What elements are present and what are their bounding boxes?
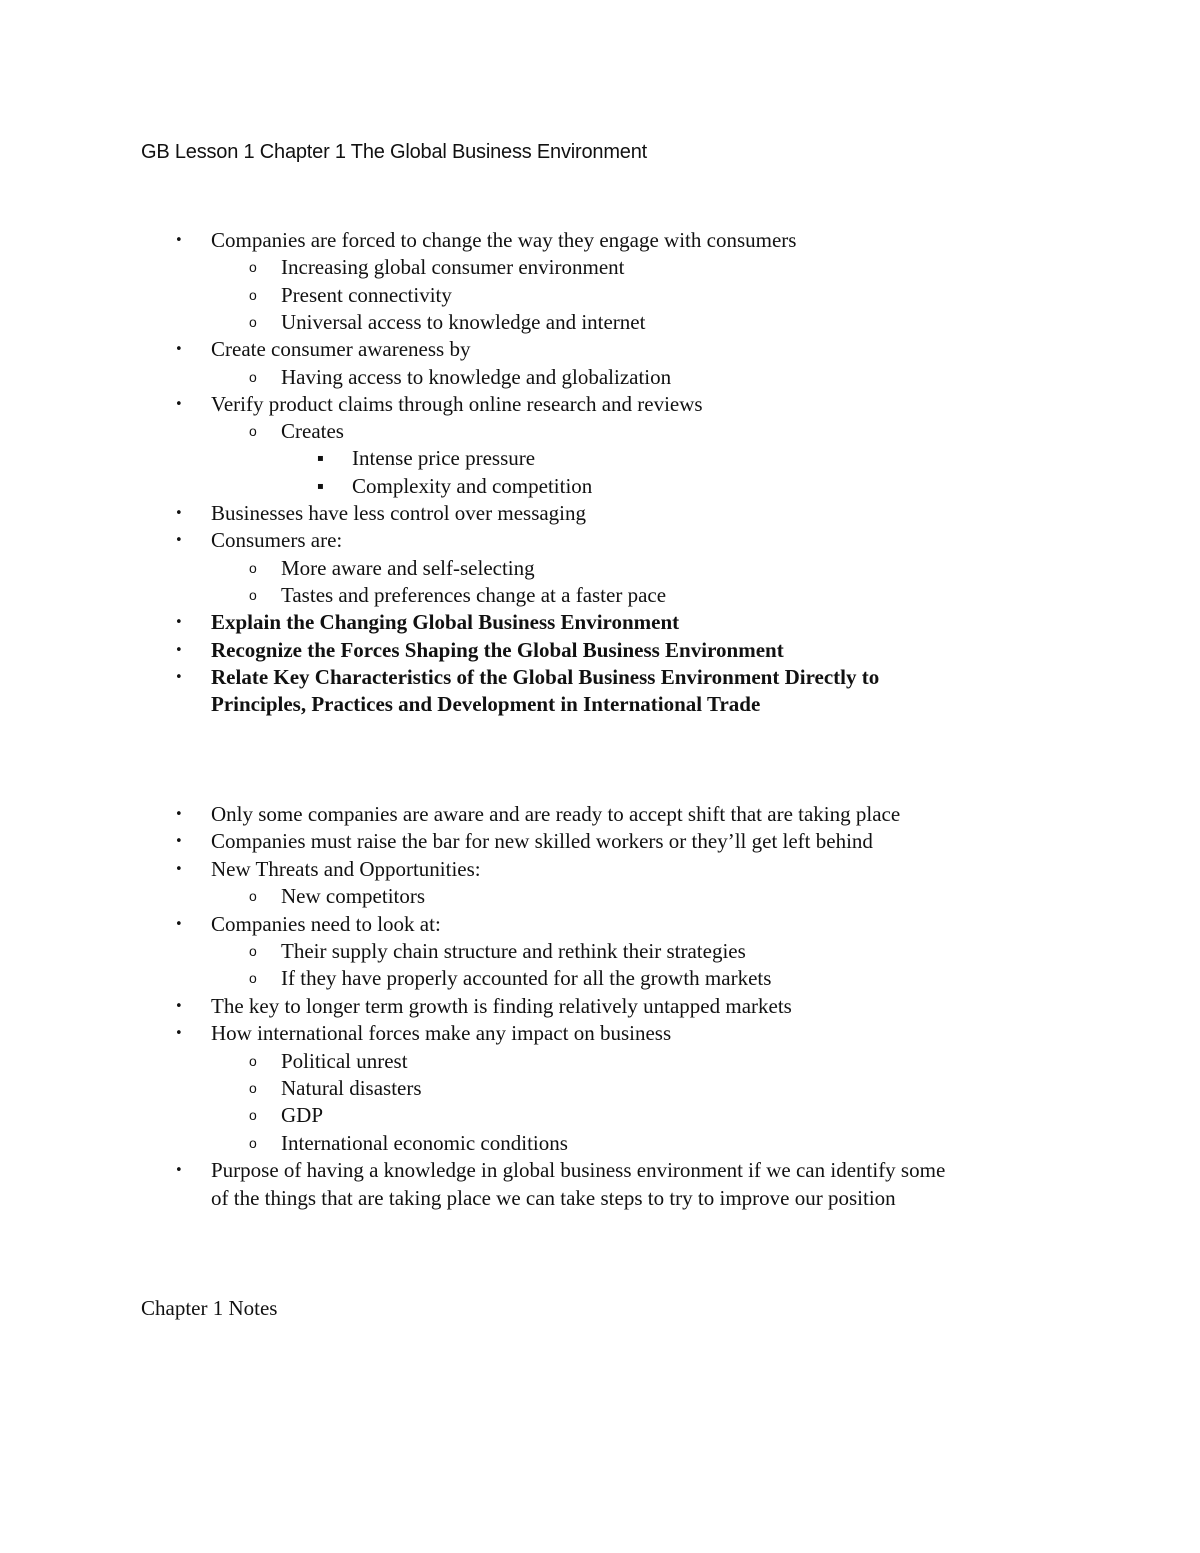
list-item: Universal access to knowledge and internet <box>281 309 646 334</box>
list-item: If they have properly accounted for all the growth markets <box>281 966 772 991</box>
list-item: Companies must raise the bar for new skilled workers or they’ll get left behind <box>211 829 873 854</box>
bullet-marker-level-1: • <box>175 642 183 658</box>
objective-list-item: Recognize the Forces Shaping the Global Business Environment <box>211 637 784 662</box>
bullet-marker-level-1: • <box>175 615 183 631</box>
bullet-marker-level-1: • <box>175 342 183 358</box>
list-item: Only some companies are aware and are ready to accept shift that are taking place <box>211 802 901 826</box>
bullet-marker-level-1: • <box>175 834 183 850</box>
bullet-marker-level-1: • <box>175 533 183 549</box>
bullet-marker-level-2: o <box>249 1107 257 1124</box>
list-item: Natural disasters <box>281 1076 422 1100</box>
list-item: of the things that are taking place we can take steps to try to improve our position <box>211 1185 896 1210</box>
bullet-marker-level-2: o <box>249 1080 257 1096</box>
bullet-marker-level-2: o <box>249 286 257 303</box>
list-item: Tastes and preferences change at a faster pace <box>281 582 667 607</box>
bullet-marker-level-2: o <box>249 586 257 603</box>
bullet-marker-level-2: o <box>249 559 257 576</box>
bullet-marker-level-2: o <box>249 423 257 440</box>
bullet-marker-level-1: • <box>175 396 183 412</box>
list-item: Create consumer awareness by <box>211 337 471 362</box>
bullet-marker-level-3: ▪ <box>317 480 324 492</box>
bullet-marker-level-2: o <box>249 970 257 987</box>
list-item: International economic conditions <box>281 1130 568 1155</box>
list-item: Complexity and competition <box>352 473 593 498</box>
list-item: Companies need to look at: <box>211 911 441 936</box>
bullet-marker-level-2: o <box>249 259 257 276</box>
list-item: Creates <box>281 419 344 444</box>
chapter-notes-label: Chapter 1 Notes <box>141 1296 278 1320</box>
list-item: Verify product claims through online research and reviews <box>211 391 703 416</box>
list-item: Intense price pressure <box>352 446 536 471</box>
bullet-marker-level-1: • <box>175 1163 183 1179</box>
list-item: Consumers are: <box>211 528 343 553</box>
list-item: Political unrest <box>281 1048 408 1073</box>
list-item: More aware and self-selecting <box>281 555 535 580</box>
bullet-marker-level-1: • <box>175 506 183 521</box>
list-item: Businesses have less control over messaging <box>211 501 587 525</box>
list-item: The key to longer term growth is finding relatively untapped markets <box>211 993 792 1018</box>
list-item: GDP <box>281 1103 324 1128</box>
list-item: How international forces make any impact on business <box>211 1021 672 1046</box>
bullet-marker-level-1: • <box>175 807 183 822</box>
list-item: Their supply chain structure and rethink their strategies <box>281 939 746 963</box>
list-item: Purpose of having a knowledge in global business environment if we can identify some <box>211 1158 946 1183</box>
document-title: GB Lesson 1 Chapter 1 The Global Business Environment <box>141 141 647 163</box>
list-item: Companies are forced to change the way they engage with consumers <box>211 228 797 252</box>
list-item: Present connectivity <box>281 282 452 307</box>
bullet-marker-level-1: • <box>175 916 183 932</box>
bullet-marker-level-1: • <box>175 1026 183 1042</box>
bullet-marker-level-1: • <box>175 861 183 877</box>
objective-list-item: Principles, Practices and Development in International Trade <box>211 692 761 717</box>
bullet-marker-level-1: • <box>175 669 183 685</box>
objective-list-item: Relate Key Characteristics of the Global Business Environment Directly to <box>211 664 880 689</box>
list-item: Having access to knowledge and globalization <box>281 364 672 389</box>
bullet-marker-level-3: ▪ <box>317 453 324 465</box>
bullet-marker-level-2: o <box>249 943 257 959</box>
list-item: Increasing global consumer environment <box>281 255 625 280</box>
bullet-marker-level-2: o <box>249 1134 257 1151</box>
bullet-marker-level-2: o <box>249 1052 257 1069</box>
bullet-marker-level-2: o <box>249 313 257 330</box>
bullet-marker-level-1: • <box>175 998 183 1014</box>
list-item: New competitors <box>281 884 426 909</box>
bullet-marker-level-1: • <box>175 233 183 248</box>
objective-list-item: Explain the Changing Global Business Environment <box>211 610 680 635</box>
bullet-marker-level-2: o <box>249 888 257 905</box>
bullet-marker-level-2: o <box>249 368 257 385</box>
list-item: New Threats and Opportunities: <box>211 856 481 881</box>
